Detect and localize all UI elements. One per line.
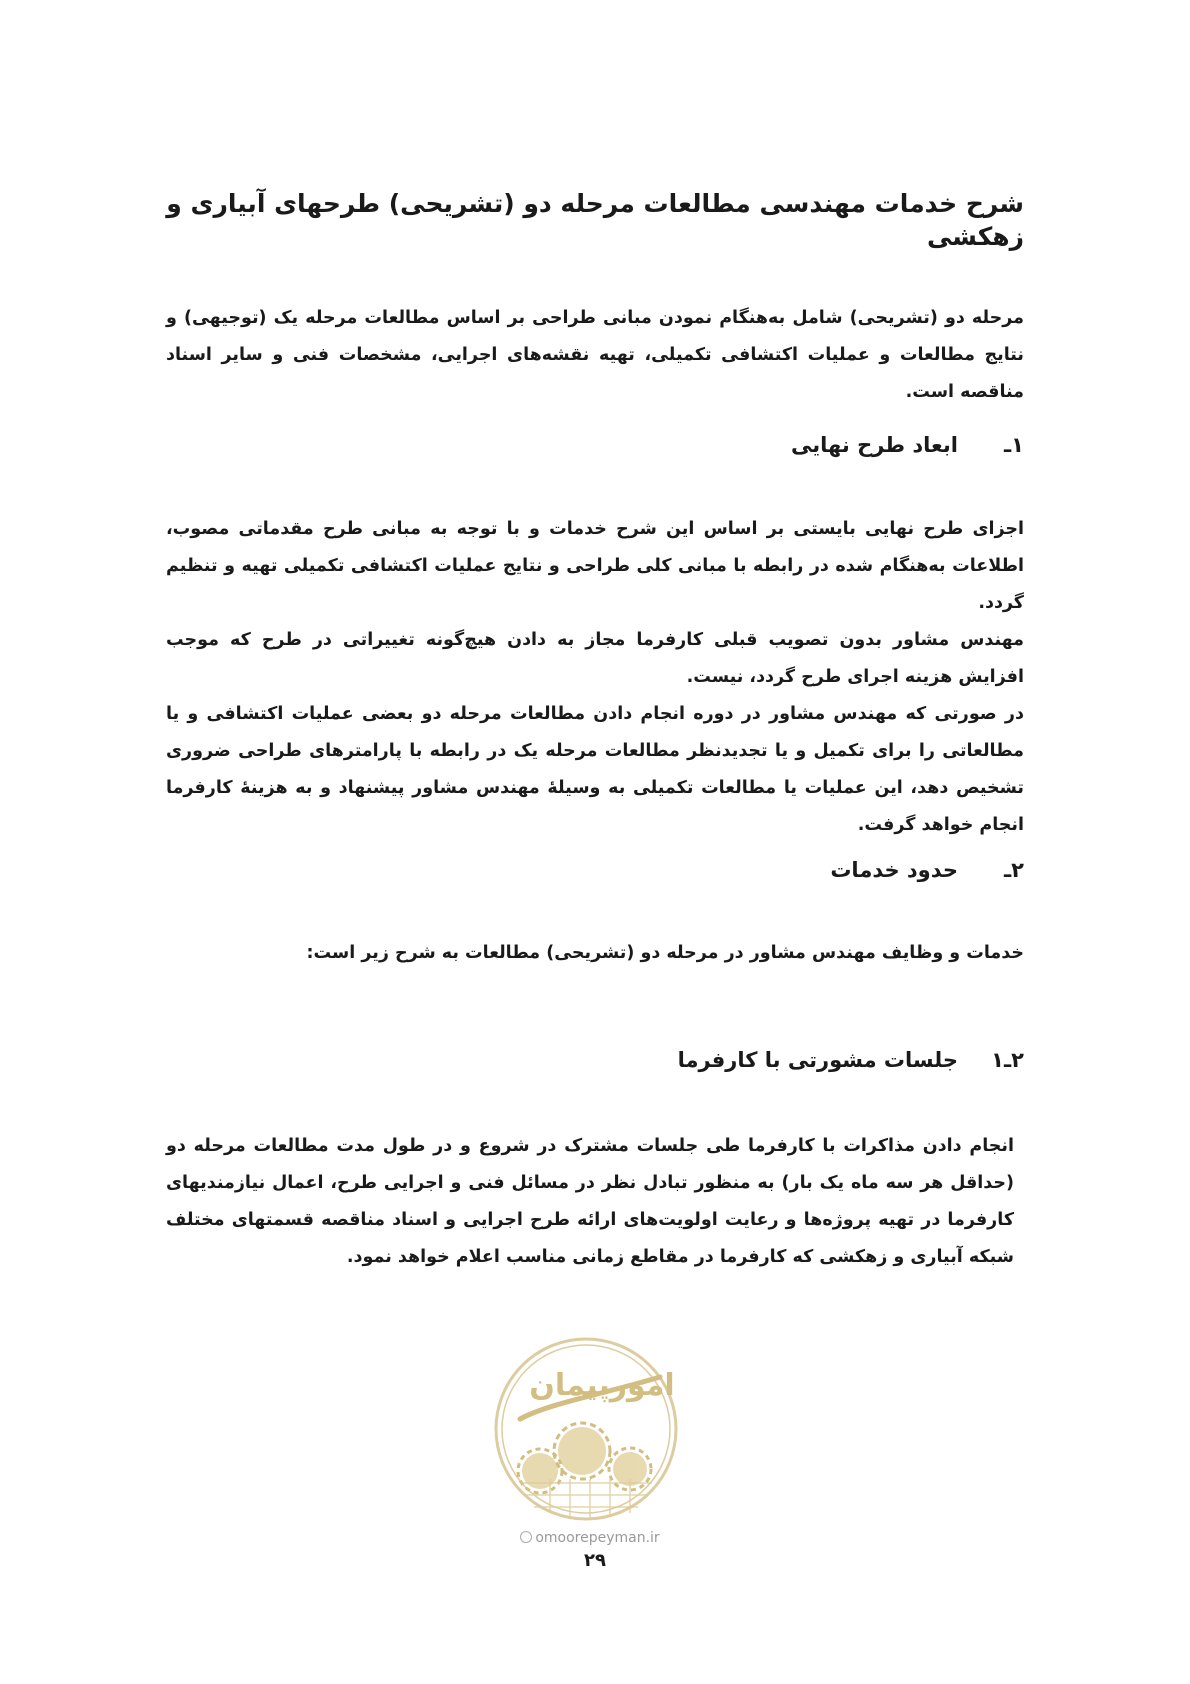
section-number: ۲ـ — [1003, 858, 1024, 882]
section-body-2-1 — [166, 1128, 1014, 1276]
at-icon — [520, 1531, 532, 1543]
intro-paragraph — [166, 300, 1024, 411]
section-body-2 — [166, 935, 1024, 972]
section-title: جلسات مشورتی با کارفرما — [677, 1048, 958, 1072]
section-heading-2-1 — [164, 1047, 1024, 1074]
section-heading-2 — [164, 857, 1024, 884]
paragraph: انجام دادن مذاکرات با کارفرما طی جلسات مشترک در شروع و در طول مدت مطالعات مرحله دو (حداقل هر سه ماه یک بار) به منظور تبادل نظر در مسائل فنی و اجرایی طرح، اعمال نیازمندیهای کارفرما در تهیه پروژه‌ها و رعایت اولویت‌های ارائه طرح اجرایی و اسناد مناقصه قسمتهای مختلف شبکه آبیاری و زهکشی که کارفرما در مقاطع زمانی مناسب اعلام خواهد نمود. — [166, 1136, 1014, 1267]
paragraph: در صورتی که مهندس مشاور در دوره انجام دادن مطالعات مرحله دو بعضی عملیات اکتشافی و یا مطالعاتی را برای تکمیل و یا تجدیدنظر مطالعات مرحله یک در رابطه با پارامترهای طراحی ضروری تشخیص دهد، این عملیات یا مطالعات تکمیلی به وسیلۀ مهندس مشاور پیشنهاد و به هزینۀ کارفرما انجام خواهد گرفت. — [166, 704, 1024, 835]
section-number: ۱ـ — [1003, 433, 1024, 457]
intro-text: مرحله دو (تشریحی) شامل به‌هنگام نمودن مبانی طراحی بر اساس مطالعات مرحله یک (توجیهی) و نتایج مطالعات و عملیات اکتشافی تکمیلی، تهیه نقشه‌های اجرایی، مشخصات فنی و سایر اسناد مناقصه است. — [166, 308, 1024, 402]
document-title: شرح خدمات مهندسی مطالعات مرحله دو (تشریحی) طرحهای آبیاری و زهکشی — [166, 189, 1024, 251]
paragraph: مهندس مشاور بدون تصویب قبلی کارفرما مجاز به دادن هیچ‌گونه تغییراتی در طرح که موجب افزایش هزینه اجرای طرح گردد، نیست. — [166, 630, 1024, 687]
section-title: ابعاد طرح نهایی — [791, 433, 958, 457]
section-body-1 — [166, 511, 1024, 844]
section-number: ۲ـ۱ — [991, 1048, 1024, 1072]
page-number: ۲۹ — [584, 1550, 606, 1571]
svg-text:امورپیمان: امورپیمان — [529, 1368, 675, 1403]
site-url: omoorepeyman.ir — [535, 1530, 660, 1546]
section-title: حدود خدمات — [830, 858, 958, 882]
paragraph: اجزای طرح نهایی بایستی بر اساس این شرح خدمات و با توجه به مبانی طرح مقدماتی مصوب، اطلاعات به‌هنگام شده در رابطه با مبانی کلی طراحی و نتایج عملیات اکتشافی تکمیلی تهیه و تنظیم گردد. — [166, 519, 1024, 613]
section-heading-1 — [164, 432, 1024, 459]
paragraph: خدمات و وظایف مهندس مشاور در مرحله دو (تشریحی) مطالعات به شرح زیر است: — [306, 943, 1024, 963]
watermark-logo-icon — [490, 1333, 682, 1525]
watermark-site — [490, 1530, 690, 1546]
